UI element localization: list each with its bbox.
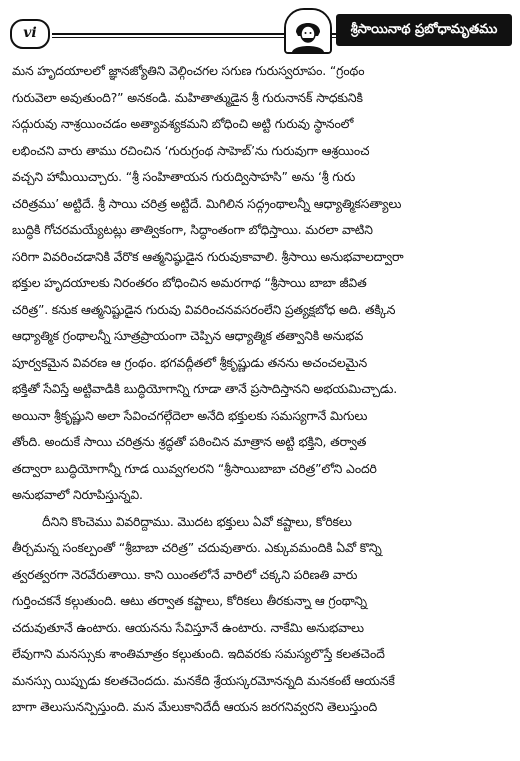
text-line: తోంది. అందుకే సాయి చరిత్రను శ్రద్ధతో పఠించిన మాత్రాన అట్టి భక్తిని, తర్వాత — [12, 434, 367, 449]
text-line: లభించని వారు తాము రచించిన ‘గురుగ్రంథ సాహెబ్’ను గురువుగా ఆశ్రయించ — [12, 142, 370, 158]
paragraph-2 — [12, 509, 512, 721]
page-header — [8, 8, 514, 48]
text-line: సరిగా వివరించడానికి వేరొక ఆత్మనిష్ఠుడైన గురువుకావాలి. శ్రీసాయి అనుభవాలద్వారా — [12, 248, 404, 264]
text-line: వచ్చని హామీయిచ్చారు. “శ్రీ సంహితాయన గురుద్విసాహసి” అను ‘శ్రీ గురు — [12, 169, 356, 184]
paragraph-1 — [12, 58, 512, 509]
text-line: చరిత్రము’ అట్టిదే. శ్రీ సాయి చరిత్ర అట్టిదే. మిగిలిన సద్గ్రంథాలన్నీ ఆధ్యాత్మికసత్యాలు — [12, 195, 402, 211]
text-line: మన హృదయాలలో జ్ఞానజ్యోతిని వెల్గించగల సగుణ గురుస్వరూపం. “గ్రంథం — [12, 63, 365, 78]
text-line: బాగా తెలుసునన్పిస్తుంది. మన మేలుకానిదేదీ ఆయన జరగనివ్వరని తెలుస్తుంది — [12, 699, 378, 714]
text-line: లేవుగాని మనస్సుకు శాంతిమాత్రం కల్గుతుంది. ఇదివరకు సమస్యలొస్తే కలతచెందే — [12, 646, 385, 661]
sai-baba-portrait-icon — [284, 8, 332, 54]
text-line: చదువుతూనే ఉంటారు. ఆయనను సేవిస్తూనే ఉంటారు. నాకేమి అనుభవాలు — [12, 619, 364, 635]
text-line: దీనిని కొంచెము వివరిద్దాము. మొదట భక్తులు ఏవో కష్టాలు, కోరికలు — [42, 513, 352, 529]
text-line: అనుభవాలో నిరూపిస్తున్నవి. — [12, 487, 143, 502]
text-line: గురువెలా అవుతుంది?” అనకండి. మహితాత్ముడైన శ్రీ గురునానక్ సాధకునికి — [12, 89, 363, 105]
text-line: బుద్ధికి గోచరమయ్యేటట్లు తాత్వికంగా, సిద్ధాంతంగా బోధిస్తాయి. మరలా వాటిని — [12, 222, 373, 237]
book-title: శ్రీసాయినాథ ప్రబోధామృతము — [336, 14, 512, 46]
text-line: ఆధ్యాత్మిక గ్రంథాలన్నీ సూత్రప్రాయంగా చెప్పిన ఆధ్యాత్మిక తత్వానికి అనుభవ — [12, 328, 364, 343]
text-line: తీర్చమన్న సంకల్పంతో “శ్రీబాబా చరిత్ర” చదువుతారు. ఎక్కువమందికి ఏవో కొన్ని — [12, 540, 382, 555]
page-number: vi — [10, 19, 50, 49]
text-line: అయినా శ్రీకృష్ణుని అలా సేవించగల్గేదెలా అనేది భక్తులకు సమస్యగానే మిగులు — [12, 407, 368, 423]
text-line: మనస్సు యిప్పుడు కలతచెందదు. మనకేది శ్రేయస్కరమోనన్నది మనకంటే ఆయనకే — [12, 672, 395, 688]
text-line: చరిత్ర”. కనుక ఆత్మనిష్టుడైన గురువు వివరించనవసరంలేని ప్రత్యక్షబోధ అది. తక్కిన — [12, 301, 396, 317]
text-line: తద్వారా బుద్ధియోగాన్నీ గూడ యివ్వగలరని “శ్రీసాయిబాబా చరిత్ర”లోని ఎందరి — [12, 460, 377, 476]
text-line: భక్తుల హృదయాలకు నిరంతరం బోధించిన అమరగాథ “శ్రీసాయి బాబా జీవిత — [12, 275, 367, 290]
page-body — [12, 58, 512, 721]
text-line: పూర్వకమైన వివరణ ఆ గ్రంథం. భగవద్గీతలో శ్రీకృష్ణుడు తనను అచంచలమైన — [12, 354, 368, 370]
text-line: సద్గురువు నాశ్రయించడం అత్యావశ్యకమని బోధించి అట్టి గురువు స్థానంలో — [12, 116, 354, 131]
text-line: త్వరత్వరగా నెరవేరుతాయి. కాని యింతలోనే వారిలో చక్కని పరిణతి వారు — [12, 566, 358, 582]
text-line: భక్తితో సేవిస్తే అట్టివాడికి బుద్ధియోగాన్ని గూడా తానే ప్రసాదిస్తానని అభయమిచ్చాడు. — [12, 381, 398, 396]
text-line: గుర్తించకనే కల్గుతుంది. ఆటు తర్వాత కష్టాలు, కోరికలు తీరకున్నా ఆ గ్రంథాన్ని — [12, 593, 367, 608]
